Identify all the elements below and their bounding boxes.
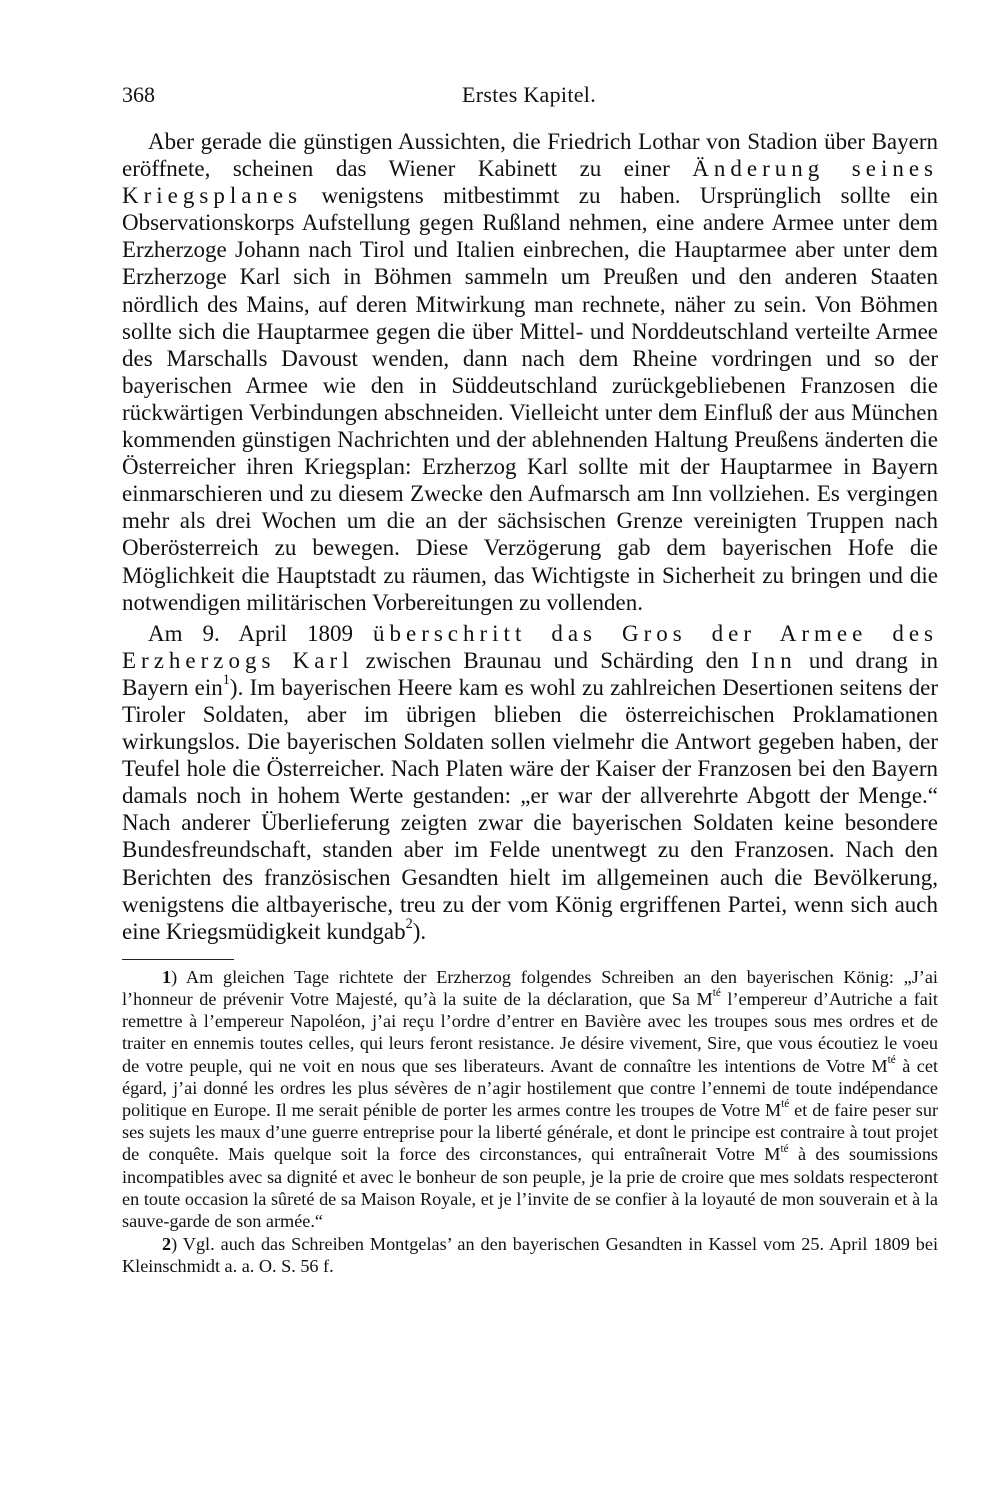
superscript-abbrev: té xyxy=(887,1053,896,1066)
emphasized-text: überschritt das Gros der Armee des Erzherzogs Karl xyxy=(122,620,938,673)
footnote-divider xyxy=(122,959,234,960)
footnote-reference: 1 xyxy=(222,672,230,689)
paragraph-text: ). xyxy=(412,918,427,944)
footnote-text: l’empereur d’Autriche a fait remettre à l’empereur Napoléon, j’ai reçu l’ordre d’entrer en Bavière avec les troupes sous mes ordres et de traiter en ennemis toutes celles, qui leurs feront resistance. Je désire vivement, Sire, que vous écoutiez le voeu de votre peuple, qui ne voit en nous que ses liberateurs. Avant de connaître les intentions de Votre M xyxy=(122,989,938,1076)
page-number: 368 xyxy=(122,82,155,107)
footnote-number: 1 xyxy=(162,966,172,987)
footnote-text: ) Vgl. auch das Schreiben Montgelas’ an den bayerischen Gesandten in Kassel vom 25. April 1809 bei Kleinschmidt a. a. O. S. 56 f. xyxy=(122,1234,938,1277)
paragraph-text: ). Im bayerischen Heere kam es wohl zu zahlreichen Desertionen seitens der Tiroler Soldaten, aber im übrigen blieben die österreichischen Proklamationen wirkungslos. Die bayerischen Soldaten sollen vielmehr die Antwort gegeben haben, der Teufel hole die Österreicher. Nach Platen wäre der Kaiser der Franzosen bei den Bayern damals noch in hohem Werte gestanden: „er war der allverehrte Abgott der Menge.“ Nach anderer Überlieferung zeigten zwar die bayerischen Soldaten keine besondere Bundesfreundschaft, standen aber im Felde unentwegt zu den Franzosen. Nach den Berichten des französischen Gesandten hielt im allgemeinen auch die Bevölkerung, wenigstens die altbayerische, treu zu der vom König ergriffenen Partei, wenn sich auch eine Kriegsmüdigkeit kundgab xyxy=(122,674,938,944)
body-text xyxy=(122,128,938,945)
book-page xyxy=(122,78,938,1279)
footnote-text: et de faire peser sur ses sujets les maux d’une guerre entreprise pour la liberté générale, et dont le principe est contraire à tout projet de conquête. Mais quelque soit la force des circonstances, qui entraînerait Votre M xyxy=(122,1100,938,1165)
paragraph-text: zwischen Braunau und Schärding den xyxy=(353,647,752,673)
paragraph-text: wenigstens mitbestimmt zu haben. Ursprünglich sollte ein Observationskorps Aufstellung gegen Rußland nehmen, eine andere Armee unter dem Erzherzoge Johann nach Tirol und Italien einbrechen, die Hauptarmee aber unter dem Erzherzoge Karl sich in Böhmen sammeln um Preußen und den anderen Staaten nördlich des Mains, auf deren Mitwirkung man rechnete, näher zu sein. Von Böhmen sollte sich die Hauptarmee gegen die über Mittel- und Norddeutschland verteilte Armee des Marschalls Davoust wenden, dann nach dem Rheine vordringen und so der bayerischen Armee wie den in Süddeutschland zurückgebliebenen Franzosen die rückwärtigen Verbindungen abschneiden. Vielleicht unter dem Einfluß der aus München kommenden günstigen Nachrichten und der ablehnenden Haltung Preußens änderten die Österreicher ihren Kriegsplan: Erzherzog Karl sollte mit der Hauptarmee in Bayern einmarschieren und zu diesem Zwecke den Aufmarsch am Inn vollziehen. Es vergingen mehr als drei Wochen um die an der sächsischen Grenze vereinigten Truppen nach Oberösterreich zu bewegen. Diese Verzögerung gab dem bayerischen Hofe die Möglichkeit die Hauptstadt zu räumen, das Wichtigste in Sicherheit zu bringen und die notwendigen militärischen Vorbereitungen zu vollenden. xyxy=(122,183,938,615)
emphasized-text: Änderung seines Kriegsplanes xyxy=(122,156,939,209)
running-head xyxy=(122,78,938,112)
superscript-abbrev: té xyxy=(781,1098,790,1111)
footnote-text: ) Am gleichen Tage richtete der Erzherzog folgendes Schreiben an den bayerischen König: „J’ai l’honneur de prévenir Votre Majesté, qu’à la suite de la déclaration, que Sa M xyxy=(122,966,938,1010)
emphasized-text: Inn xyxy=(751,647,797,673)
paragraph-text: Am 9. April 1809 xyxy=(148,620,373,646)
footnote-text: à cet égard, j’ai donné les ordres les plus sévères de n’agir hostilement que contre l’ennemi de toute indépendance politique en Europe. Il me serait pénible de porter les armes contre les troupes de Votre M xyxy=(122,1055,938,1121)
footnote-2 xyxy=(122,1233,938,1277)
footnote-text: à des soumissions incompatibles avec sa dignité et avec le bonheur de son peuple, je la prie de croire que mes soldats respecteront en toute occasion la sûreté de sa Maison Royale, et je l’invite de se confier à la loyauté de mon souverain et à la sauve-garde de son armée.“ xyxy=(122,1144,938,1232)
paragraph-2 xyxy=(122,620,938,945)
paragraph-text: und drang in Bayern ein xyxy=(122,647,938,700)
superscript-abbrev: té xyxy=(780,1142,789,1155)
chapter-title: Erstes Kapitel. xyxy=(462,82,597,107)
paragraph-text: Aber gerade die günstigen Aussichten, die Friedrich Lothar von Stadion über Bayern eröffnete, scheinen das Wiener Kabinett zu einer xyxy=(122,129,938,182)
footnote-reference: 2 xyxy=(405,915,413,932)
footnotes xyxy=(122,966,938,1278)
footnote-number: 2 xyxy=(162,1234,172,1255)
footnote-1 xyxy=(122,966,938,1232)
superscript-abbrev: té xyxy=(712,987,721,1000)
paragraph-1 xyxy=(122,128,938,616)
